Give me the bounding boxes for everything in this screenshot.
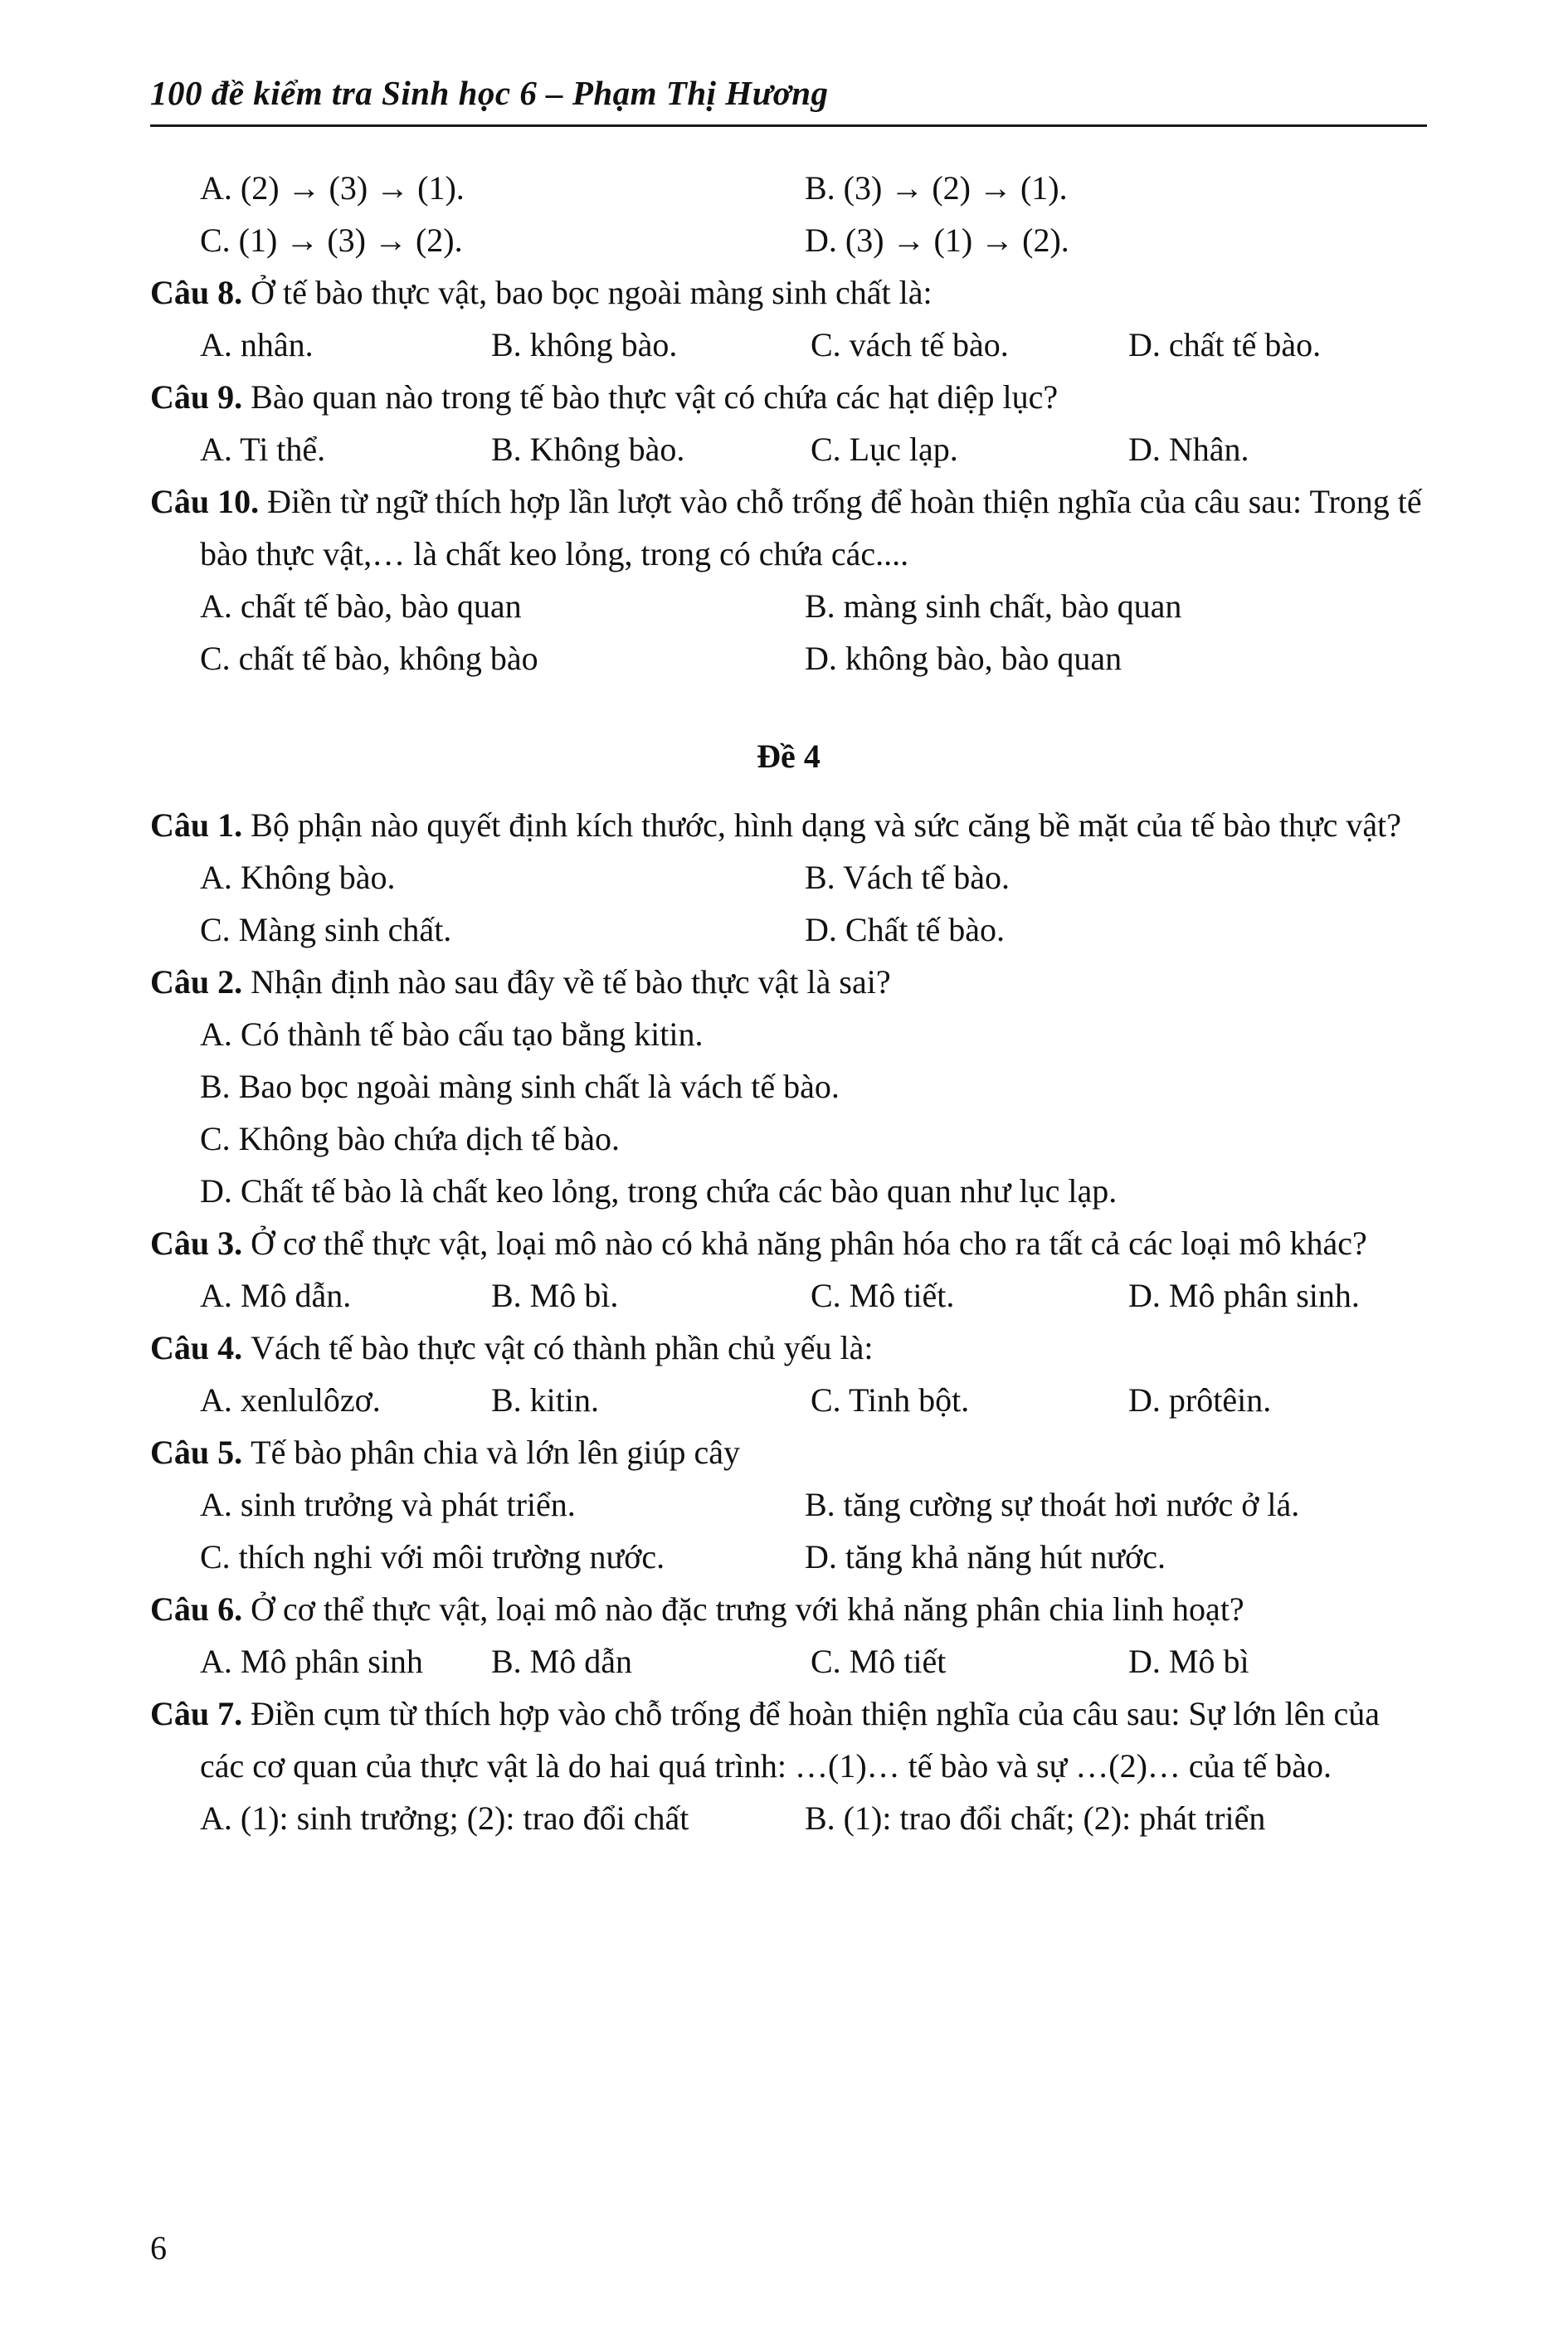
- question-label: Câu 8.: [150, 274, 251, 311]
- answer-option: B. (1): trao đổi chất; (2): phát triển: [805, 1799, 1266, 1837]
- answer-option: B. Mô dẫn: [491, 1643, 632, 1680]
- answer-option: A. (1): sinh trưởng; (2): trao đổi chất: [200, 1799, 689, 1837]
- answer-options-row: [200, 1060, 1427, 1113]
- answer-options-row: [200, 851, 1427, 903]
- question-text: Ở cơ thể thực vật, loại mô nào có khả năng phân hóa cho ra tất cả các loại mô khác?: [251, 1225, 1367, 1262]
- answer-option: C. vách tế bào.: [811, 326, 1009, 363]
- answer-option: C. Mô tiết: [811, 1643, 947, 1680]
- answer-option: D. tăng khả năng hút nước.: [805, 1538, 1166, 1575]
- question: [150, 1217, 1427, 1269]
- answer-option: B. Bao bọc ngoài màng sinh chất là vách tế bào.: [200, 1068, 840, 1105]
- answer-options-row: [200, 632, 1427, 684]
- question-text: Tế bào phân chia và lớn lên giúp cây: [251, 1434, 740, 1471]
- answer-options-row: [200, 319, 1427, 371]
- question-text: Điền cụm từ thích hợp vào chỗ trống để hoàn thiện nghĩa của câu sau: Sự lớn lên của các cơ quan của thực vật là do hai quá trình: …(1)… tế bào và sự …(2)… của tế bào.: [200, 1695, 1380, 1785]
- question-text: Ở cơ thể thực vật, loại mô nào đặc trưng với khả năng phân chia linh hoạt?: [251, 1590, 1244, 1628]
- question-label: Câu 5.: [150, 1434, 251, 1471]
- answer-option: D. (3) → (1) → (2).: [805, 222, 1069, 259]
- question-label: Câu 1.: [150, 806, 251, 844]
- answer-options-row: [200, 1374, 1427, 1426]
- question-text: Ở tế bào thực vật, bao bọc ngoài màng sinh chất là:: [251, 274, 933, 311]
- question: [150, 371, 1427, 423]
- answer-option: C. chất tế bào, không bào: [200, 640, 538, 677]
- question-label: Câu 2.: [150, 963, 251, 1001]
- question: [150, 1583, 1427, 1635]
- question-text: Điền từ ngữ thích hợp lần lượt vào chỗ trống để hoàn thiện nghĩa của câu sau: Trong tế bào thực vật,… là chất keo lỏng, trong có chứa các....: [200, 483, 1422, 572]
- question-label: Câu 3.: [150, 1225, 251, 1262]
- answer-option: A. xenlulôzơ.: [200, 1381, 381, 1419]
- answer-option: B. màng sinh chất, bào quan: [805, 587, 1182, 625]
- section-title: Đề 4: [757, 738, 821, 775]
- answer-option: A. Mô dẫn.: [200, 1277, 352, 1314]
- answer-option: C. Mô tiết.: [811, 1277, 955, 1314]
- answer-option: D. chất tế bào.: [1128, 326, 1322, 363]
- question: [150, 1687, 1427, 1792]
- question: [150, 1322, 1427, 1374]
- answer-option: B. kitin.: [491, 1381, 600, 1419]
- answer-option: C. Lục lạp.: [811, 431, 958, 468]
- answer-options-row: [200, 1113, 1427, 1165]
- question: [150, 1426, 1427, 1478]
- answer-options-row: [200, 423, 1427, 475]
- question: [150, 799, 1427, 851]
- answer-option: D. không bào, bào quan: [805, 640, 1122, 677]
- answer-option: B. Vách tế bào.: [805, 859, 1010, 896]
- answer-option: B. không bào.: [491, 326, 678, 363]
- answer-options-row: [200, 1478, 1427, 1531]
- question-text: Vách tế bào thực vật có thành phần chủ yếu là:: [251, 1329, 874, 1366]
- question-text: Nhận định nào sau đây về tế bào thực vật là sai?: [251, 963, 891, 1001]
- answer-option: A. (2) → (3) → (1).: [200, 169, 465, 207]
- answer-option: B. (3) → (2) → (1).: [805, 169, 1068, 207]
- answer-options-row: [200, 162, 1427, 214]
- answer-options-row: [200, 1792, 1427, 1844]
- answer-option: A. Có thành tế bào cấu tạo bằng kitin.: [200, 1015, 704, 1053]
- document-body: [150, 162, 1427, 1844]
- answer-option: D. Nhân.: [1128, 431, 1249, 468]
- answer-options-row: [200, 1008, 1427, 1060]
- page-header: 100 đề kiểm tra Sinh học 6 – Phạm Thị Hương: [150, 73, 1427, 127]
- answer-option: D. Chất tế bào là chất keo lỏng, trong chứa các bào quan như lục lạp.: [200, 1172, 1118, 1210]
- answer-options-row: [200, 1165, 1427, 1217]
- question: [150, 266, 1427, 319]
- question-text: Bộ phận nào quyết định kích thước, hình dạng và sức căng bề mặt của tế bào thực vật?: [251, 806, 1402, 844]
- answer-option: A. nhân.: [200, 326, 314, 363]
- question-text: Bào quan nào trong tế bào thực vật có chứa các hạt diệp lục?: [251, 378, 1059, 416]
- answer-option: B. Không bào.: [491, 431, 685, 468]
- answer-options-row: [200, 580, 1427, 632]
- answer-option: A. Ti thể.: [200, 431, 326, 468]
- question: [150, 956, 1427, 1008]
- answer-options-row: [200, 903, 1427, 956]
- question-label: Câu 9.: [150, 378, 251, 416]
- question: [150, 475, 1427, 580]
- answer-option: C. Không bào chứa dịch tế bào.: [200, 1120, 620, 1157]
- answer-option: A. sinh trưởng và phát triển.: [200, 1486, 576, 1523]
- answer-option: A. chất tế bào, bào quan: [200, 587, 522, 625]
- answer-option: D. Chất tế bào.: [805, 911, 1006, 948]
- page-number: 6: [150, 2229, 167, 2267]
- answer-options-row: [200, 1269, 1427, 1322]
- answer-option: A. Mô phân sinh: [200, 1643, 423, 1680]
- answer-options-row: [200, 1531, 1427, 1583]
- question-label: Câu 6.: [150, 1590, 251, 1628]
- answer-option: B. tăng cường sự thoát hơi nước ở lá.: [805, 1486, 1300, 1523]
- answer-option: D. Mô phân sinh.: [1128, 1277, 1360, 1314]
- question-label: Câu 10.: [150, 483, 268, 520]
- answer-option: C. (1) → (3) → (2).: [200, 222, 463, 259]
- answer-options-row: [200, 1635, 1427, 1687]
- answer-option: A. Không bào.: [200, 859, 396, 896]
- answer-option: D. prôtêin.: [1128, 1381, 1272, 1419]
- answer-option: C. Tinh bột.: [811, 1381, 970, 1419]
- answer-option: C. thích nghi với môi trường nước.: [200, 1538, 665, 1575]
- question-label: Câu 7.: [150, 1695, 251, 1732]
- answer-options-row: [200, 214, 1427, 266]
- question-label: Câu 4.: [150, 1329, 251, 1366]
- answer-option: C. Màng sinh chất.: [200, 911, 452, 948]
- answer-option: B. Mô bì.: [491, 1277, 619, 1314]
- answer-option: D. Mô bì: [1128, 1643, 1249, 1680]
